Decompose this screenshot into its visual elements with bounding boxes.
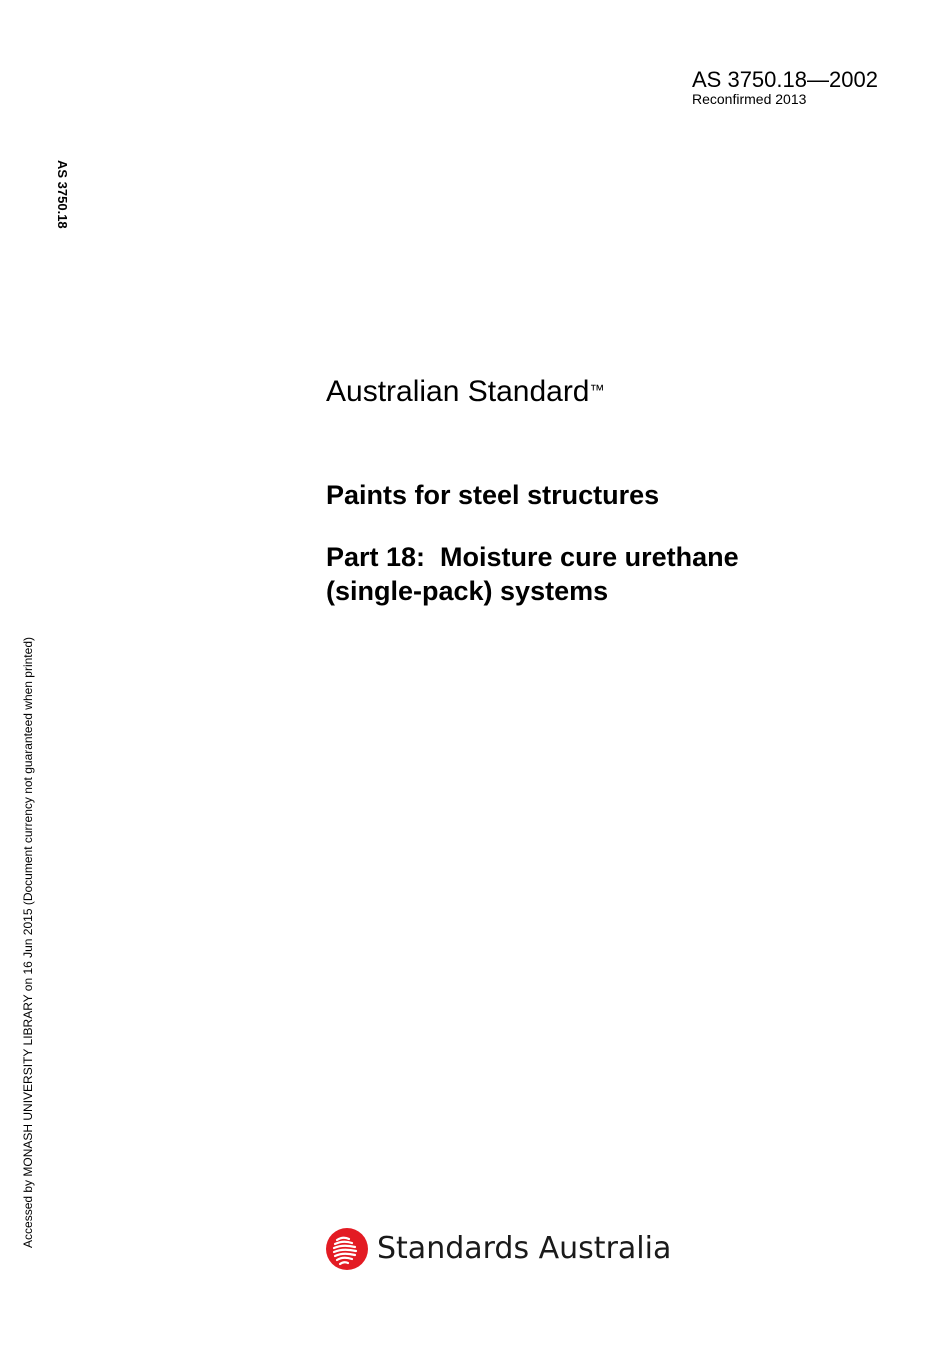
reconfirmed-note: Reconfirmed 2013 — [692, 91, 807, 107]
publisher-name: Standards Australia — [377, 1231, 672, 1266]
document-title: Paints for steel structures — [326, 480, 660, 510]
standards-australia-logo-icon — [325, 1227, 369, 1271]
part-title-line-1: Part 18: Moisture cure urethane — [326, 542, 739, 572]
series-name: Australian Standard — [326, 375, 590, 408]
access-note: Accessed by MONASH UNIVERSITY LIBRARY on 16 Jun 2015 (Document currency not guaranteed when printed) — [21, 637, 35, 1248]
spine-label: AS 3750.18 — [55, 160, 70, 229]
standard-number: AS 3750.18—2002 — [692, 67, 878, 92]
trademark-symbol: ™ — [589, 382, 605, 399]
series-heading — [326, 374, 605, 410]
part-title — [326, 540, 846, 608]
part-title-line-2: (single-pack) systems — [326, 576, 609, 606]
publisher-logo — [325, 1226, 671, 1272]
